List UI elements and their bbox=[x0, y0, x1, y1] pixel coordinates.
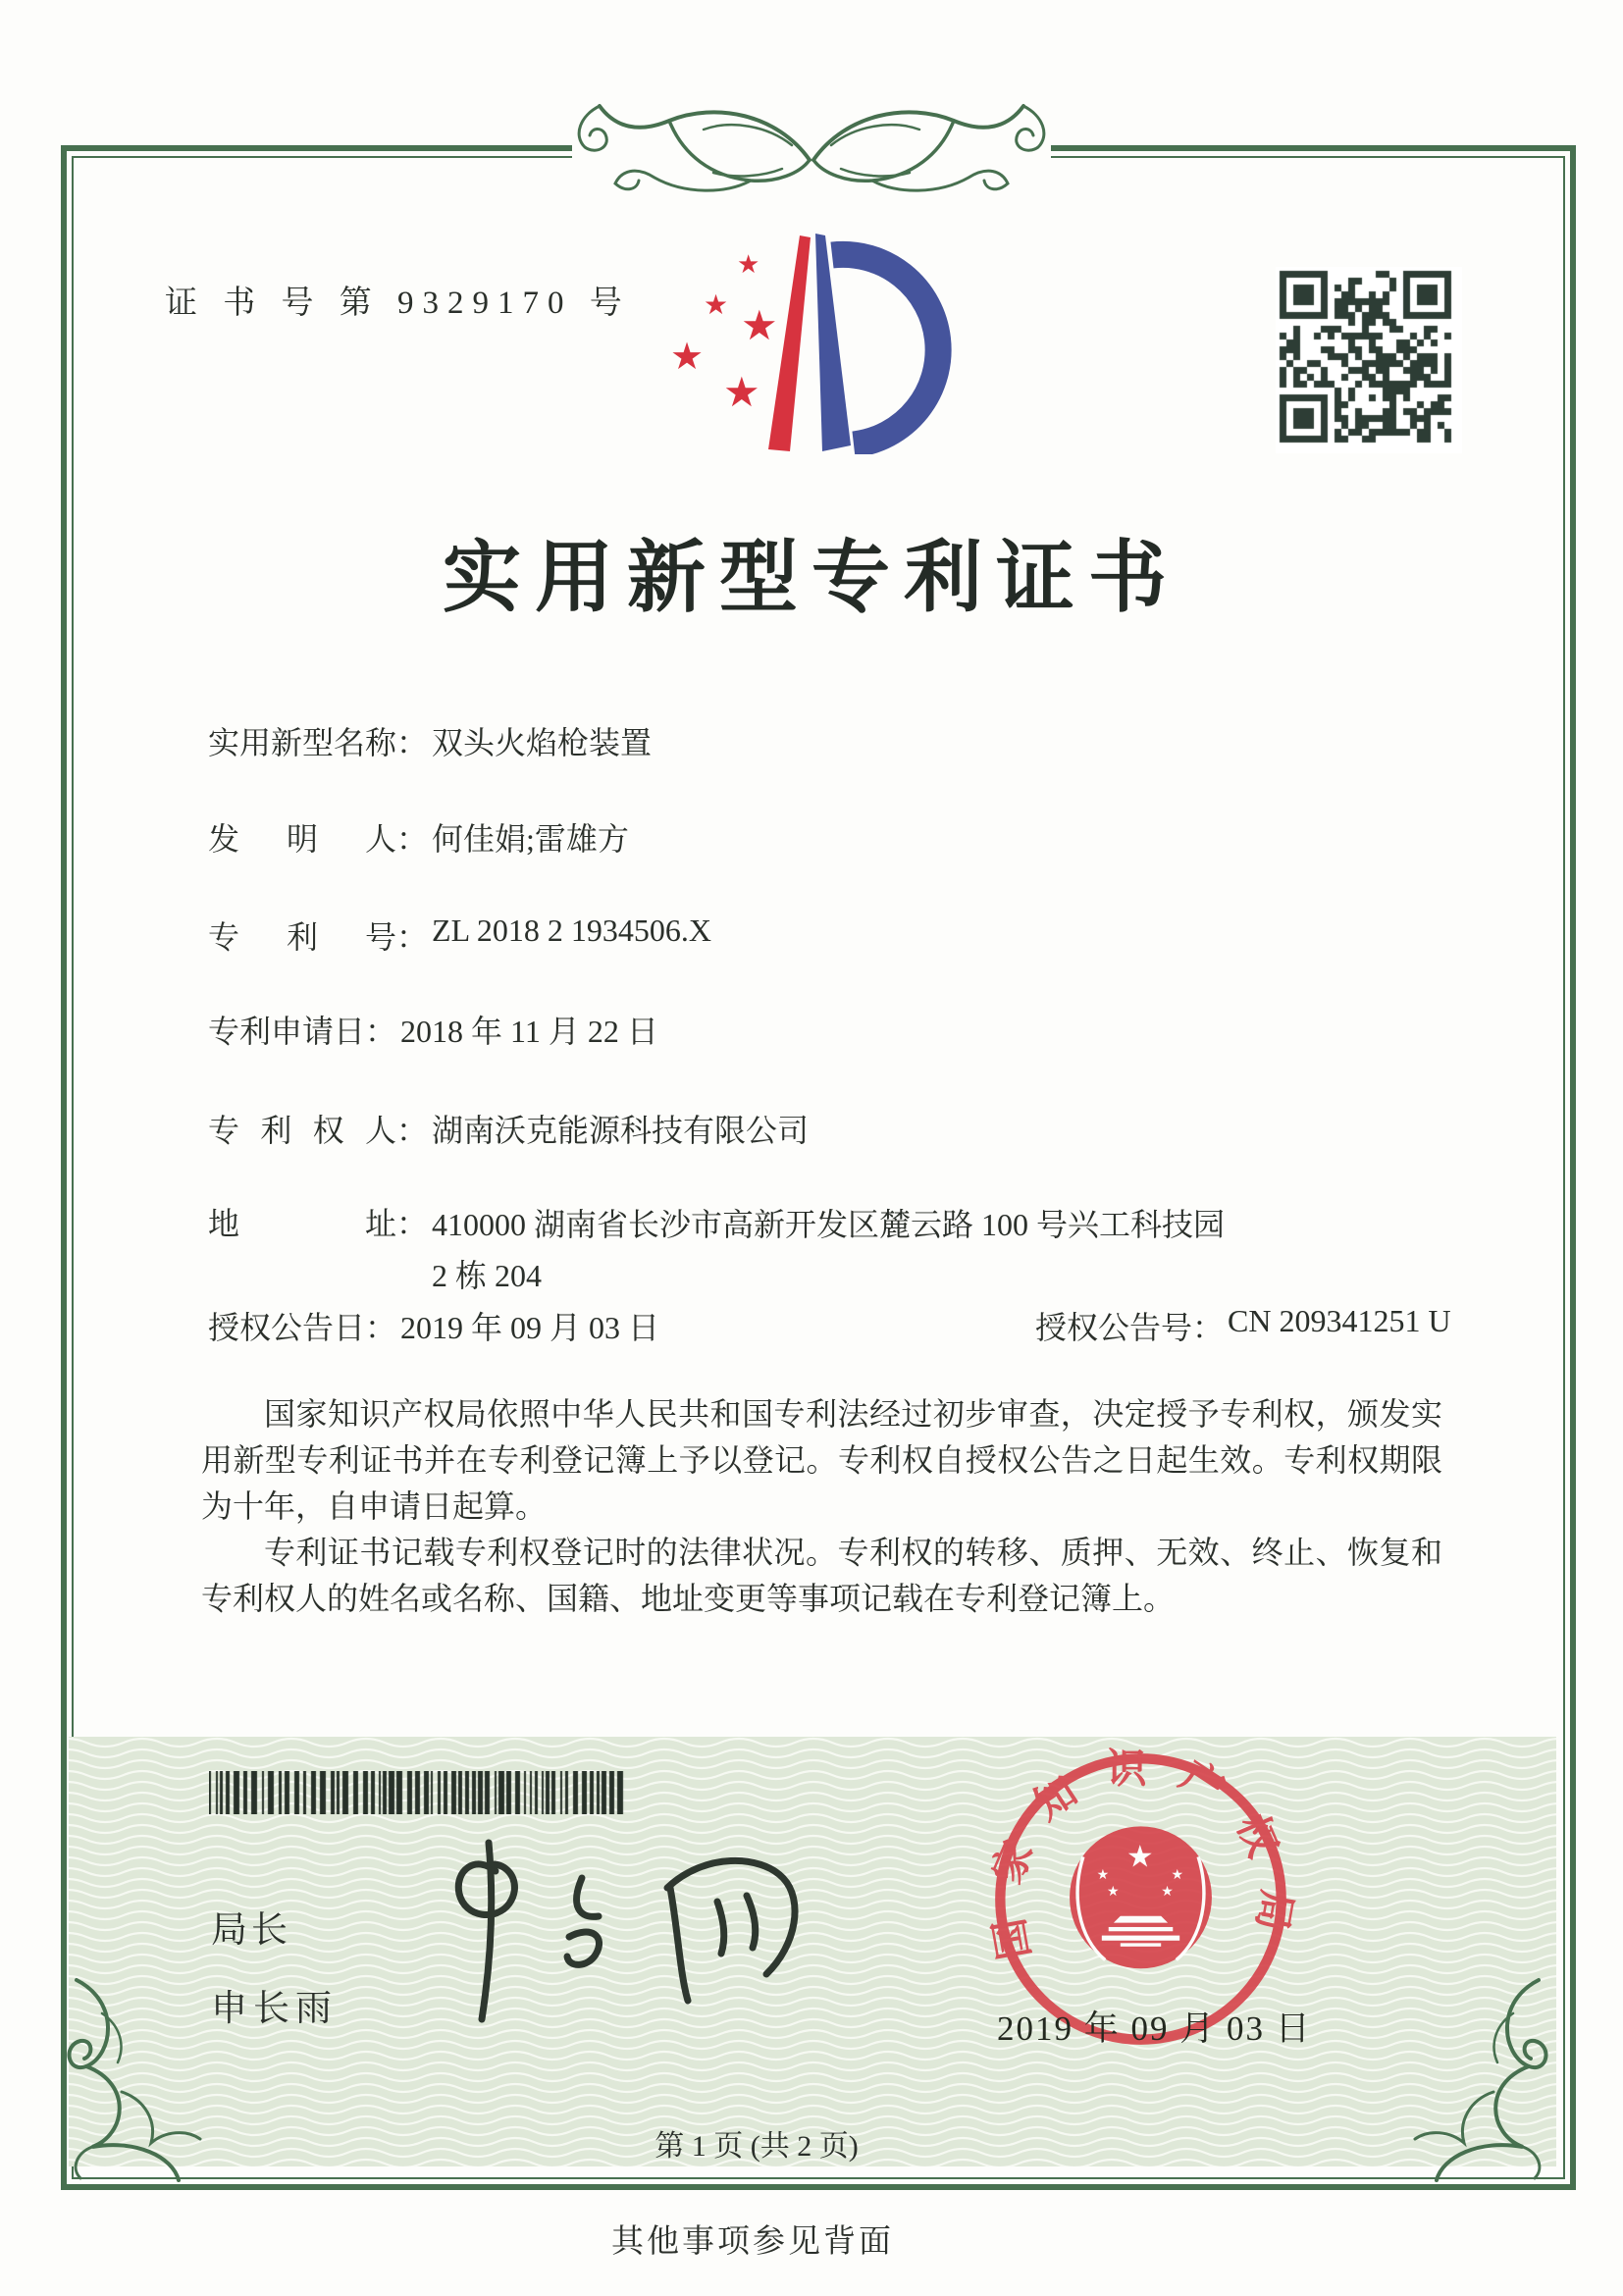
field-row-address bbox=[208, 1199, 1225, 1301]
address-value bbox=[432, 1199, 1225, 1301]
emblem-star-icon: ★ bbox=[1161, 1884, 1174, 1900]
legal-body-text bbox=[201, 1391, 1442, 1622]
logo-star-icon: ★ bbox=[741, 304, 778, 349]
field-row-inventor bbox=[208, 814, 629, 860]
commissioner-signature-icon bbox=[422, 1827, 834, 2033]
field-row-grant bbox=[208, 1303, 1451, 1348]
back-side-note: 其他事项参见背面 bbox=[611, 2224, 894, 2260]
qr-code bbox=[1276, 267, 1462, 453]
field-colon: ： bbox=[365, 1014, 397, 1049]
field-label: 专利号 bbox=[208, 919, 396, 955]
address-line-2: 2 栋 204 bbox=[432, 1258, 543, 1293]
logo-star-icon: ★ bbox=[670, 337, 705, 378]
logo-star-icon: ★ bbox=[737, 250, 760, 279]
field-colon: ： bbox=[396, 919, 429, 955]
field-colon: ： bbox=[396, 1206, 429, 1241]
patentee-value: 湖南沃克能源科技有限公司 bbox=[432, 1113, 810, 1148]
field-colon: ： bbox=[396, 821, 429, 857]
inventor-value: 何佳娟;雷雄方 bbox=[432, 821, 629, 857]
commissioner-title: 局长 bbox=[211, 1910, 291, 1951]
field-row-name bbox=[208, 718, 652, 763]
body-paragraph-2: 专利证书记载专利权登记时的法律状况。专利权的转移、质押、无效、终止、恢复和专利权人的姓名或名称、国籍、地址变更等事项记载在专利登记簿上。 bbox=[201, 1535, 1442, 1616]
field-row-patentee bbox=[208, 1106, 809, 1151]
seal-agency-name: 国家知识产权局 bbox=[981, 1746, 1300, 1963]
emblem-star-icon: ★ bbox=[1107, 1884, 1120, 1900]
field-label: 实用新型名称 bbox=[208, 725, 397, 760]
logo-star-icon: ★ bbox=[723, 371, 760, 416]
page-number: 第 1 页 (共 2 页) bbox=[654, 2130, 859, 2163]
utility-model-name-value: 双头火焰枪装置 bbox=[432, 725, 653, 760]
field-row-filing-date bbox=[208, 1007, 658, 1052]
filing-date-value: 2018 年 11 月 22 日 bbox=[400, 1014, 658, 1049]
field-colon: ： bbox=[365, 1310, 397, 1345]
emblem-star-icon: ★ bbox=[1126, 1839, 1154, 1874]
emblem-star-icon: ★ bbox=[1096, 1866, 1110, 1882]
top-scrollwork-ornament-icon bbox=[507, 86, 1116, 214]
field-label: 专利权人 bbox=[208, 1113, 396, 1148]
certificate-number: 证 书 号 第 9329170 号 bbox=[165, 286, 631, 321]
body-paragraph-1: 国家知识产权局依照中华人民共和国专利法经过初步审查，决定授予专利权，颁发实用新型专利证书并在专利登记簿上予以登记。专利权自授权公告之日起生效。专利权期限为十年，自申请日起算。 bbox=[201, 1396, 1442, 1524]
cnipa-logo-icon bbox=[643, 224, 976, 454]
patent-number-value: ZL 2018 2 1934506.X bbox=[432, 913, 712, 948]
field-label: 发明人 bbox=[208, 821, 396, 857]
field-row-patent-number bbox=[208, 913, 711, 958]
page-title: 实用新型专利证书 bbox=[443, 536, 1180, 622]
grant-date-value: 2019 年 09 月 03 日 bbox=[400, 1310, 660, 1345]
field-label: 专利申请日 bbox=[208, 1014, 366, 1049]
field-colon: ： bbox=[396, 725, 429, 760]
field-colon: ： bbox=[396, 1113, 429, 1148]
field-label: 授权公告号 bbox=[1035, 1310, 1193, 1345]
commissioner-name: 申长雨 bbox=[211, 1989, 338, 2029]
field-label: 授权公告日 bbox=[208, 1310, 366, 1345]
emblem-star-icon: ★ bbox=[1171, 1866, 1183, 1882]
field-colon: ： bbox=[1192, 1310, 1225, 1345]
logo-star-icon: ★ bbox=[704, 290, 729, 321]
field-label: 地址 bbox=[208, 1206, 396, 1241]
grant-number-value: CN 209341251 U bbox=[1228, 1303, 1451, 1338]
address-line-1: 410000 湖南省长沙市高新开发区麓云路 100 号兴工科技园 bbox=[432, 1207, 1226, 1242]
seal-date: 2019 年 09 月 03 日 bbox=[997, 2009, 1312, 2048]
grant-number-group bbox=[1035, 1303, 1451, 1348]
barcode bbox=[209, 1771, 625, 1814]
